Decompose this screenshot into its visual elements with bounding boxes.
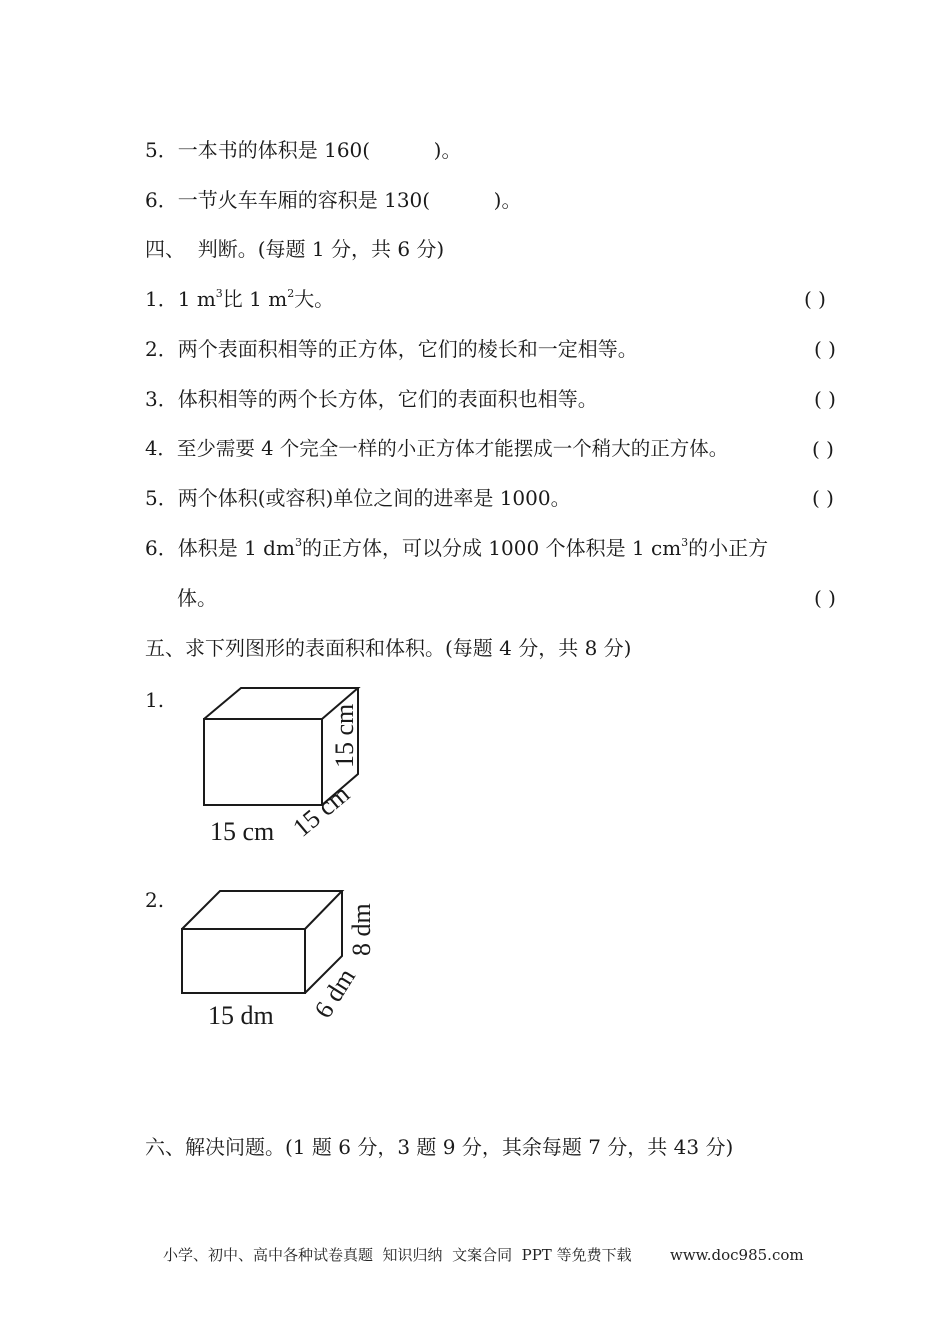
item-text: 1 m bbox=[177, 287, 216, 311]
cuboid-top-face bbox=[182, 891, 342, 929]
item-text: 的小正方 bbox=[688, 536, 769, 560]
height-label: 15 cm bbox=[330, 703, 359, 768]
cuboid-diagram bbox=[170, 880, 400, 1035]
superscript: 3 bbox=[681, 536, 689, 549]
answer-paren[interactable]: ( ) bbox=[804, 287, 826, 311]
cube-figure bbox=[190, 678, 390, 857]
cube-front-face bbox=[204, 719, 322, 805]
answer-blank[interactable] bbox=[370, 138, 434, 162]
item-number: 2． bbox=[145, 337, 178, 361]
answer-paren[interactable]: ( ) bbox=[814, 387, 836, 411]
item-text: 比 1 m bbox=[222, 287, 288, 311]
answer-blank[interactable] bbox=[430, 188, 494, 212]
item-text-end: )。 bbox=[433, 138, 462, 162]
item-text: 体积相等的两个长方体，它们的表面积也相等。 bbox=[177, 387, 598, 411]
width-label: 15 dm bbox=[208, 1001, 274, 1030]
figure-2-number: 2. bbox=[145, 888, 165, 912]
item-number: 3． bbox=[145, 387, 178, 411]
section-5-title: 五、求下列图形的表面积和体积。(每题 4 分，共 8 分) bbox=[145, 636, 632, 660]
judge-item-2 bbox=[145, 337, 638, 361]
judge-item-3 bbox=[145, 387, 598, 411]
item-text: 两个表面积相等的正方体，它们的棱长和一定相等。 bbox=[177, 337, 638, 361]
item-number: 4． bbox=[145, 437, 177, 460]
section-6-title: 六、解决问题。(1 题 6 分，3 题 9 分，其余每题 7 分，共 43 分) bbox=[145, 1135, 734, 1159]
answer-paren[interactable]: ( ) bbox=[812, 486, 834, 510]
item-text: 大。 bbox=[294, 287, 335, 311]
item-text: 体积是 1 dm bbox=[177, 536, 295, 560]
item-text: 的正方体，可以分成 1000 个体积是 1 cm bbox=[301, 536, 682, 560]
superscript: 3 bbox=[294, 536, 302, 549]
item-number: 6． bbox=[145, 188, 178, 212]
footer-link[interactable]: www.doc985.com bbox=[670, 1246, 804, 1264]
footer-text: 小学、初中、高中各种试卷真题 知识归纳 文案合同 PPT 等免费下载 bbox=[163, 1246, 632, 1264]
item-text: 一本书的体积是 160( bbox=[177, 138, 371, 162]
section-4-title: 四、 判断。(每题 1 分，共 6 分) bbox=[145, 237, 445, 261]
height-label: 8 dm bbox=[347, 903, 376, 956]
cuboid-figure bbox=[170, 880, 400, 1039]
width-label: 15 cm bbox=[210, 817, 275, 846]
answer-paren[interactable]: ( ) bbox=[814, 586, 836, 610]
item-number: 5． bbox=[145, 138, 178, 162]
judge-item-6 bbox=[145, 536, 768, 560]
item-text-end: )。 bbox=[493, 188, 522, 212]
superscript: 3 bbox=[215, 287, 223, 300]
fill-item-6 bbox=[145, 188, 521, 212]
cube-diagram bbox=[190, 678, 390, 853]
item-number: 6． bbox=[145, 536, 178, 560]
judge-item-1 bbox=[145, 287, 334, 311]
item-text: 至少需要 4 个完全一样的小正方体才能摆成一个稍大的正方体。 bbox=[176, 437, 729, 460]
depth-label: 6 dm bbox=[308, 963, 362, 1024]
cuboid-front-face bbox=[182, 929, 305, 993]
answer-paren[interactable]: ( ) bbox=[814, 337, 836, 361]
answer-paren[interactable]: ( ) bbox=[812, 437, 834, 461]
item-number: 1． bbox=[145, 287, 178, 311]
superscript: 2 bbox=[287, 287, 295, 300]
item-text: 一节火车车厢的容积是 130( bbox=[177, 188, 431, 212]
judge-item-5 bbox=[145, 486, 571, 510]
figure-1-number: 1. bbox=[145, 688, 165, 712]
depth-label: 15 cm bbox=[287, 779, 356, 843]
item-text: 两个体积(或容积)单位之间的进率是 1000。 bbox=[177, 486, 571, 510]
judge-item-4 bbox=[145, 437, 728, 461]
judge-item-6-continued: 体。 bbox=[177, 586, 217, 610]
fill-item-5 bbox=[145, 138, 461, 162]
item-number: 5． bbox=[145, 486, 178, 510]
